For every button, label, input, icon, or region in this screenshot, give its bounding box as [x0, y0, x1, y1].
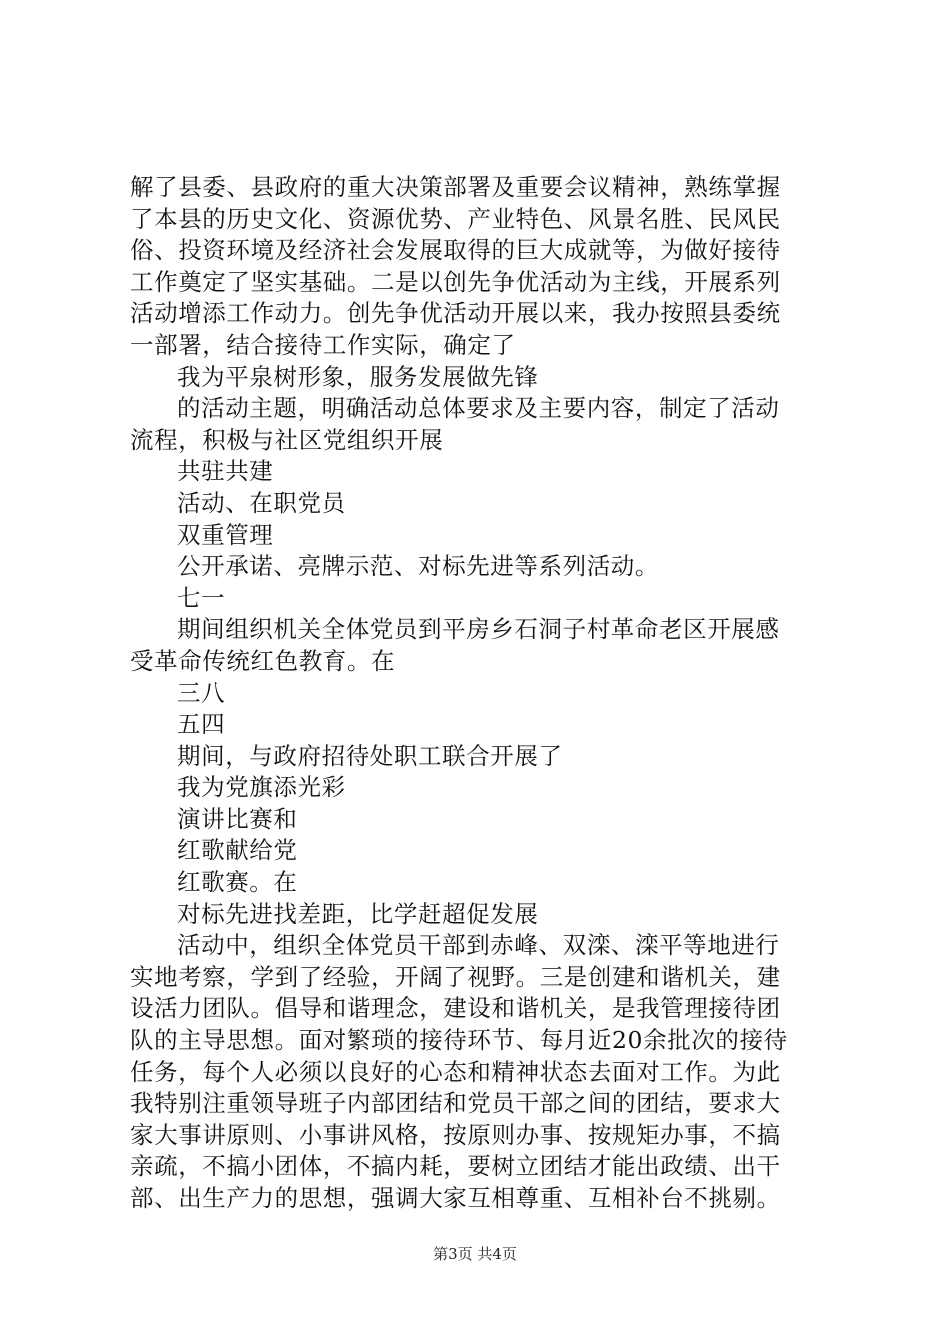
text-line: 活动、在职党员: [177, 488, 346, 517]
text-line: 的活动主题，明确活动总体要求及主要内容，制定了活动: [177, 394, 780, 423]
text-line: 解了县委、县政府的重大决策部署及重要会议精神，熟练掌握: [130, 173, 781, 201]
text-line: 俗、投资环境及经济社会发展取得的巨大成就等，为做好接待: [130, 236, 781, 265]
text-line: 工作奠定了坚实基础。二是以创先争优活动为主线，开展系列: [130, 267, 781, 296]
text-line: 公开承诺、亮牌示范、对标先进等系列活动。: [177, 552, 659, 581]
text-line: 队的主导思想。面对繁琐的接待环节、每月近20余批次的接待: [130, 1026, 788, 1055]
text-line: 部、出生产力的思想，强调大家互相尊重、互相补台不挑剔。: [130, 1184, 781, 1212]
text-line: 活动中，组织全体党员干部到赤峰、双滦、滦平等地进行: [177, 931, 780, 960]
text-line: 我特别注重领导班子内部团结和党员干部之间的团结，要求大: [130, 1089, 781, 1118]
text-line: 期间组织机关全体党员到平房乡石洞子村革命老区开展感: [177, 615, 780, 644]
page-footer: 第3页 共4页: [433, 1245, 517, 1263]
text-line: 我为党旗添光彩: [177, 773, 346, 802]
text-line: 红歌赛。在: [177, 868, 298, 897]
text-line: 受革命传统红色教育。在: [130, 646, 396, 675]
text-line: 亲疏，不搞小团体，不搞内耗，要树立团结才能出政绩、出干: [130, 1152, 781, 1181]
text-line: 共驻共建: [177, 457, 274, 486]
text-line: 双重管理: [177, 520, 274, 549]
text-line: 活动增添工作动力。创先争优活动开展以来，我办按照县委统: [130, 299, 781, 328]
text-line: 我为平泉树形象，服务发展做先锋: [177, 362, 539, 391]
text-line: 实地考察，学到了经验，开阔了视野。三是创建和谐机关，建: [130, 962, 781, 991]
text-line: 设活力团队。倡导和谐理念，建设和谐机关，是我管理接待团: [130, 994, 781, 1023]
text-line: 五四: [177, 710, 226, 739]
text-line: 流程，积极与社区党组织开展: [130, 425, 444, 454]
text-line: 家大事讲原则、小事讲风格，按原则办事、按规矩办事，不搞: [130, 1120, 781, 1149]
text-line: 演讲比赛和: [177, 804, 298, 833]
text-line: 红歌献给党: [177, 836, 298, 865]
text-line: 期间，与政府招待处职工联合开展了: [177, 741, 563, 770]
text-line: 一部署，结合接待工作实际，确定了: [130, 330, 516, 359]
text-line: 对标先进找差距，比学赶超促发展: [177, 899, 539, 928]
text-line: 三八: [177, 678, 226, 707]
text-line: 七一: [177, 583, 226, 612]
text-line: 了本县的历史文化、资源优势、产业特色、风景名胜、民风民: [130, 204, 781, 233]
text-line: 任务，每个人必须以良好的心态和精神状态去面对工作。为此: [130, 1057, 781, 1086]
document-body: [130, 172, 830, 1215]
